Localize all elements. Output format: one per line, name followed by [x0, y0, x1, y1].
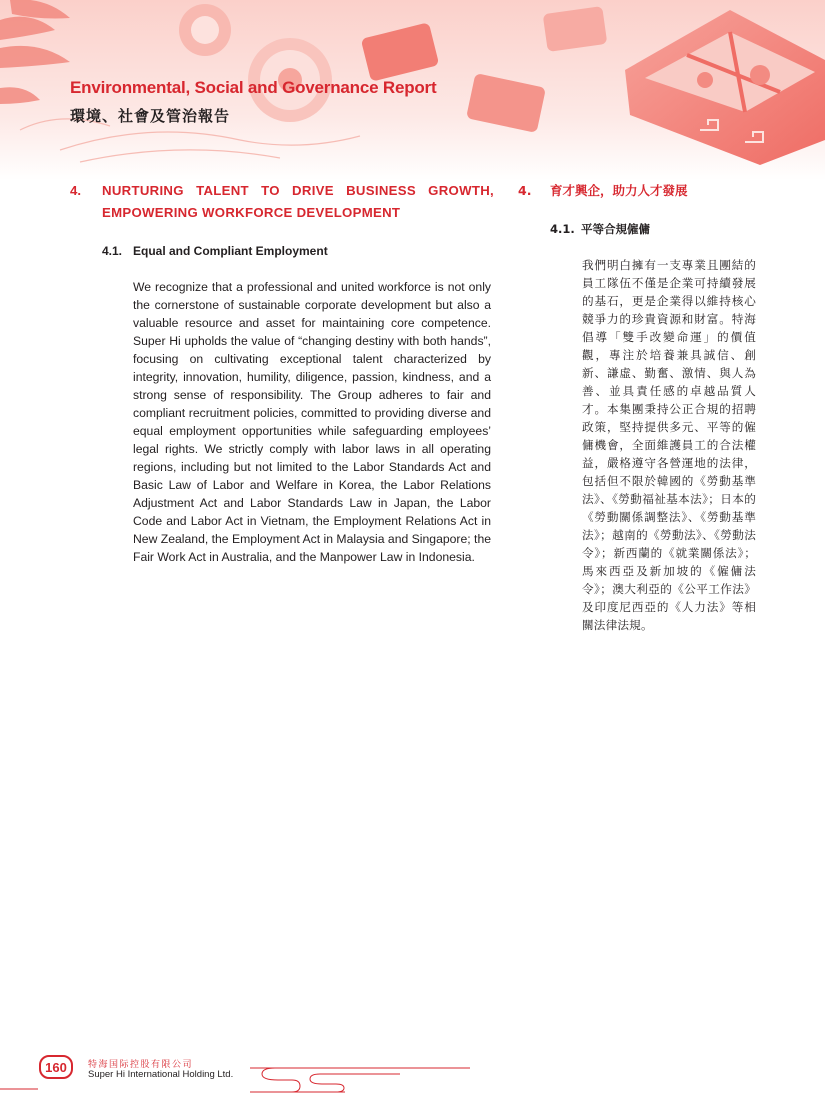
section-heading-en: [70, 180, 494, 224]
page-number-badge: 160: [39, 1055, 73, 1079]
subsection-title-en: Equal and Compliant Employment: [133, 244, 328, 258]
body-paragraph-en: We recognize that a professional and united workforce is not only the cornerstone of sustainable corporate development but also a valuable resource and asset for maintaining core competence. Super Hi upholds the value of “changing destiny with both hands”, focusing on cultivating exceptional talent characterized by integrity, innovation, humility, diligence, passion, kindness, and a strong sense of responsibility. The Group adheres to fair and compliant recruitment policies, committed to providing diverse and equal employment opportunities while safeguarding employees’ legal rights. We strictly comply with labor laws in all operating regions, including but not limited to the Labor Standards Act and Basic Law of Labor and Welfare in Korea, the Labor Relations Adjustment Act and Labor Standards Law in Japan, the Labor Code and Labor Act in Vietnam, the Employment Relations Act in New Zealand, the Employment Act in Malaysia and Singapore; the Fair Work Act in Australia, and the Manpower Law in Indonesia.: [133, 280, 491, 564]
section-number-en: 4.: [70, 183, 81, 198]
subsection-number-zh: 4.1.: [550, 222, 575, 236]
page-footer: [0, 1050, 825, 1120]
section-title-en: NURTURING TALENT TO DRIVE BUSINESS GROWTH, EMPOWERING WORKFORCE DEVELOPMENT: [102, 183, 494, 220]
subsection-number-en: 4.1.: [102, 244, 123, 258]
company-name-en: Super Hi International Holding Ltd.: [88, 1069, 234, 1080]
section-number-zh: 4.: [518, 183, 532, 198]
section-heading-zh: [518, 180, 758, 202]
subsection-title-zh: 平等合規僱傭: [581, 222, 650, 236]
report-title-zh: 環境、社會及管治報告: [70, 107, 231, 125]
subsection-heading-zh: [550, 220, 758, 238]
company-name-zh: 特海国际控股有限公司: [88, 1060, 194, 1070]
english-column: [70, 180, 494, 566]
section-title-zh: 育才興企，助力人才發展: [550, 183, 688, 198]
subsection-heading-en: [102, 242, 494, 260]
body-paragraph-zh: 我們明白擁有一支專業且團結的員工隊伍不僅是企業可持續發展的基石，更是企業得以維持核心競爭力的珍貴資源和財富。特海倡導「雙手改變命運」的價值觀，專注於培養兼具誠信、創新、謙虛、勤奮、激情、與人為善、並具責任感的卓越品質人才。本集團秉持公正合規的招聘政策，堅持提供多元、平等的僱傭機會，全面維護員工的合法權益，嚴格遵守各營運地的法律，包括但不限於韓國的《勞動基準法》、《勞動福祉基本法》；日本的《勞動關係調整法》、《勞動基準法》；越南的《勞動法》、《勞動法令》；新西蘭的《就業關係法》；馬來西亞及新加坡的《僱傭法令》；澳大利亞的《公平工作法》及印度尼西亞的《人力法》等相關法律法規。: [582, 258, 756, 632]
report-title-en: Environmental, Social and Governance Report: [70, 78, 437, 97]
header-banner: [0, 0, 825, 180]
chinese-column: [518, 180, 758, 634]
